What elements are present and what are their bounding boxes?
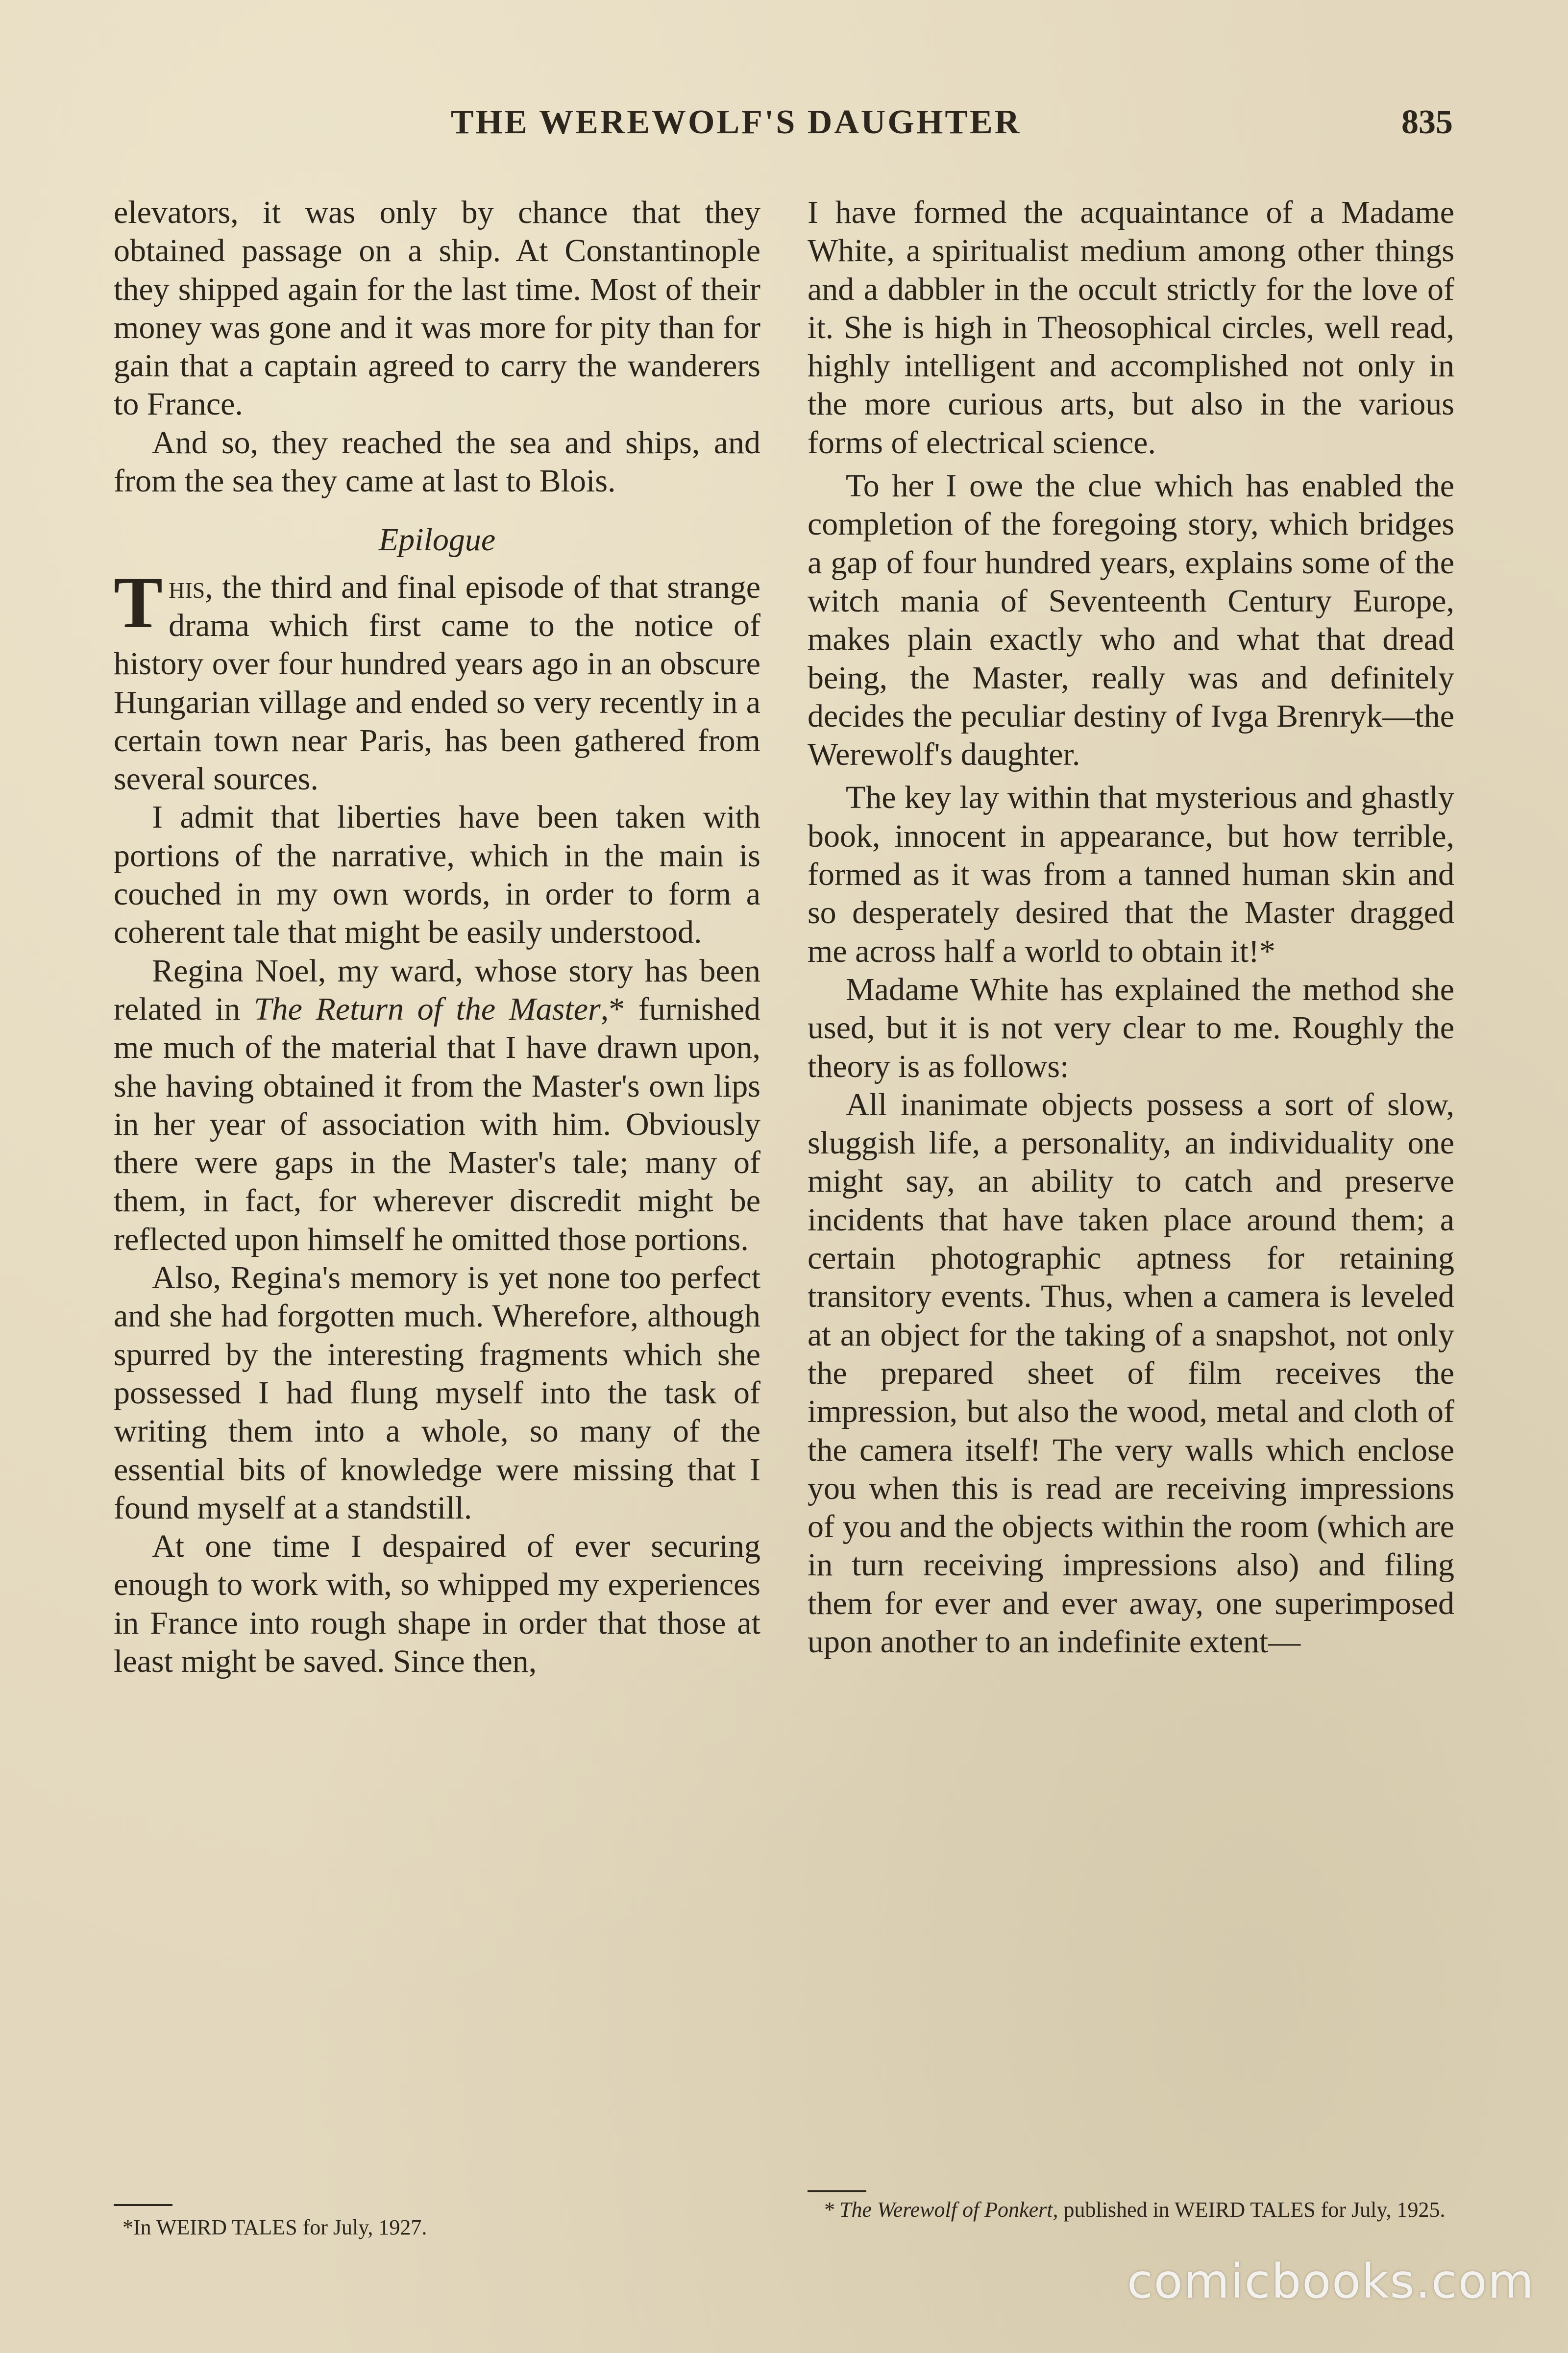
paragraph: I admit that liberties have been taken with portions of the narrative, which in the main is couched in my own words, in order to form a coherent tale that might be easily understood. [114, 799, 760, 951]
paragraph: At one time I despaired of ever securing enough to work with, so whipped my experiences in France into rough shape in order that those at least might be saved. Since then, [114, 1528, 760, 1679]
drop-cap: T [114, 562, 163, 643]
footnote-left: *In WEIRD TALES for July, 1927. [122, 2215, 427, 2239]
section-heading: Epilogue [378, 522, 496, 558]
paragraph-text: Regina Noel, my ward, whose story has been related in [114, 953, 760, 1027]
paragraph: The key lay within that mysterious and ghastly book, innocent in appearance, but how terrible, formed as it was from a tanned human skin and so desperately desired that the Master dragged me across half a world to obtain it!* [808, 780, 1454, 969]
paragraph: Madame White has explained the method she used, but it is not very clear to me. Roughly the theory is as follows: [808, 971, 1454, 1084]
running-title: THE WEREWOLF'S DAUGHTER [451, 103, 1022, 141]
footnote-title: * The Werewolf of Ponkert, [823, 2198, 1058, 2222]
small-caps-lead: his, [169, 569, 213, 605]
paragraph: All inanimate objects possess a sort of slow, sluggish life, a personality, an individuality one might say, an ability to catch and preserve incidents that have taken place around them; a certain photographic aptness for retaining transitory events. Thus, when a camera is leveled at an object for the taking of a snapshot, not only the prepared sheet of film receives the impression, but also the wood, metal and cloth of the camera itself! The very walls which enclose you when this is read are receiving impressions of you and the objects within the room (which are in turn receiving impressions also) and filing them for ever and ever away, one superimposed upon another to an indefinite extent— [808, 1086, 1454, 1660]
paragraph-text: the third and final episode of that strange drama which first came to the notice of history over four hundred years ago in an obscure Hungarian village and ended so very recently in a certain town near Paris, has been gathered from several sources. [114, 569, 760, 797]
watermark: comicbooks.com [1127, 2254, 1535, 2309]
paragraph: I have formed the acquaintance of a Madame White, a spiritualist medium among other things and a dabbler in the occult strictly for the love of it. She is high in Theosophical circles, well read, highly intelligent and accomplished not only in the more curious arts, but also in the various forms of electrical science. [808, 195, 1454, 461]
footnote-rule [808, 2190, 866, 2192]
footnote-text: published in WEIRD TALES for July, 1925. [1058, 2198, 1446, 2222]
title-italic: The Return of the Master [253, 991, 601, 1027]
paragraph: To her I owe the clue which has enabled the completion of the foregoing story, which bridges a gap of four hundred years, explains some of the witch mania of Seventeenth Century Europe, makes plain exactly who and what that dread being, the Master, really was and definitely decides the peculiar destiny of Ivga Brenryk—the Werewolf's daughter. [808, 468, 1454, 773]
left-column [114, 194, 760, 1681]
footnote-rule [114, 2204, 172, 2206]
paragraph-with-dropcap [114, 562, 760, 799]
paragraph [114, 952, 760, 1259]
running-head [0, 88, 1568, 147]
paragraph: And so, they reached the sea and ships, and from the sea they came at last to Blois. [114, 424, 760, 499]
footnote-right [823, 2198, 1460, 2222]
paragraph: elevators, it was only by chance that they obtained passage on a ship. At Constantinople they shipped again for the last time. Most of their money was gone and it was more for pity than for gain that a captain agreed to carry the wanderers to France. [114, 195, 760, 422]
paragraph-text: ,* furnished me much of the material that I have drawn upon, she having obtained it from the Master's own lips in her year of association with him. Obviously there were gaps in the Master's tale; many of them, in fact, for wherever discredit might be reflected upon himself he omitted those portions. [114, 991, 760, 1257]
paragraph: Also, Regina's memory is yet none too perfect and she had forgotten much. Wherefore, although spurred by the interesting fragments which she possessed I had flung myself into the task of writing them into a whole, so many of the essential bits of knowledge were missing that I found myself at a standstill. [114, 1260, 760, 1526]
right-column [808, 194, 1454, 1661]
page-number: 835 [1401, 103, 1453, 141]
